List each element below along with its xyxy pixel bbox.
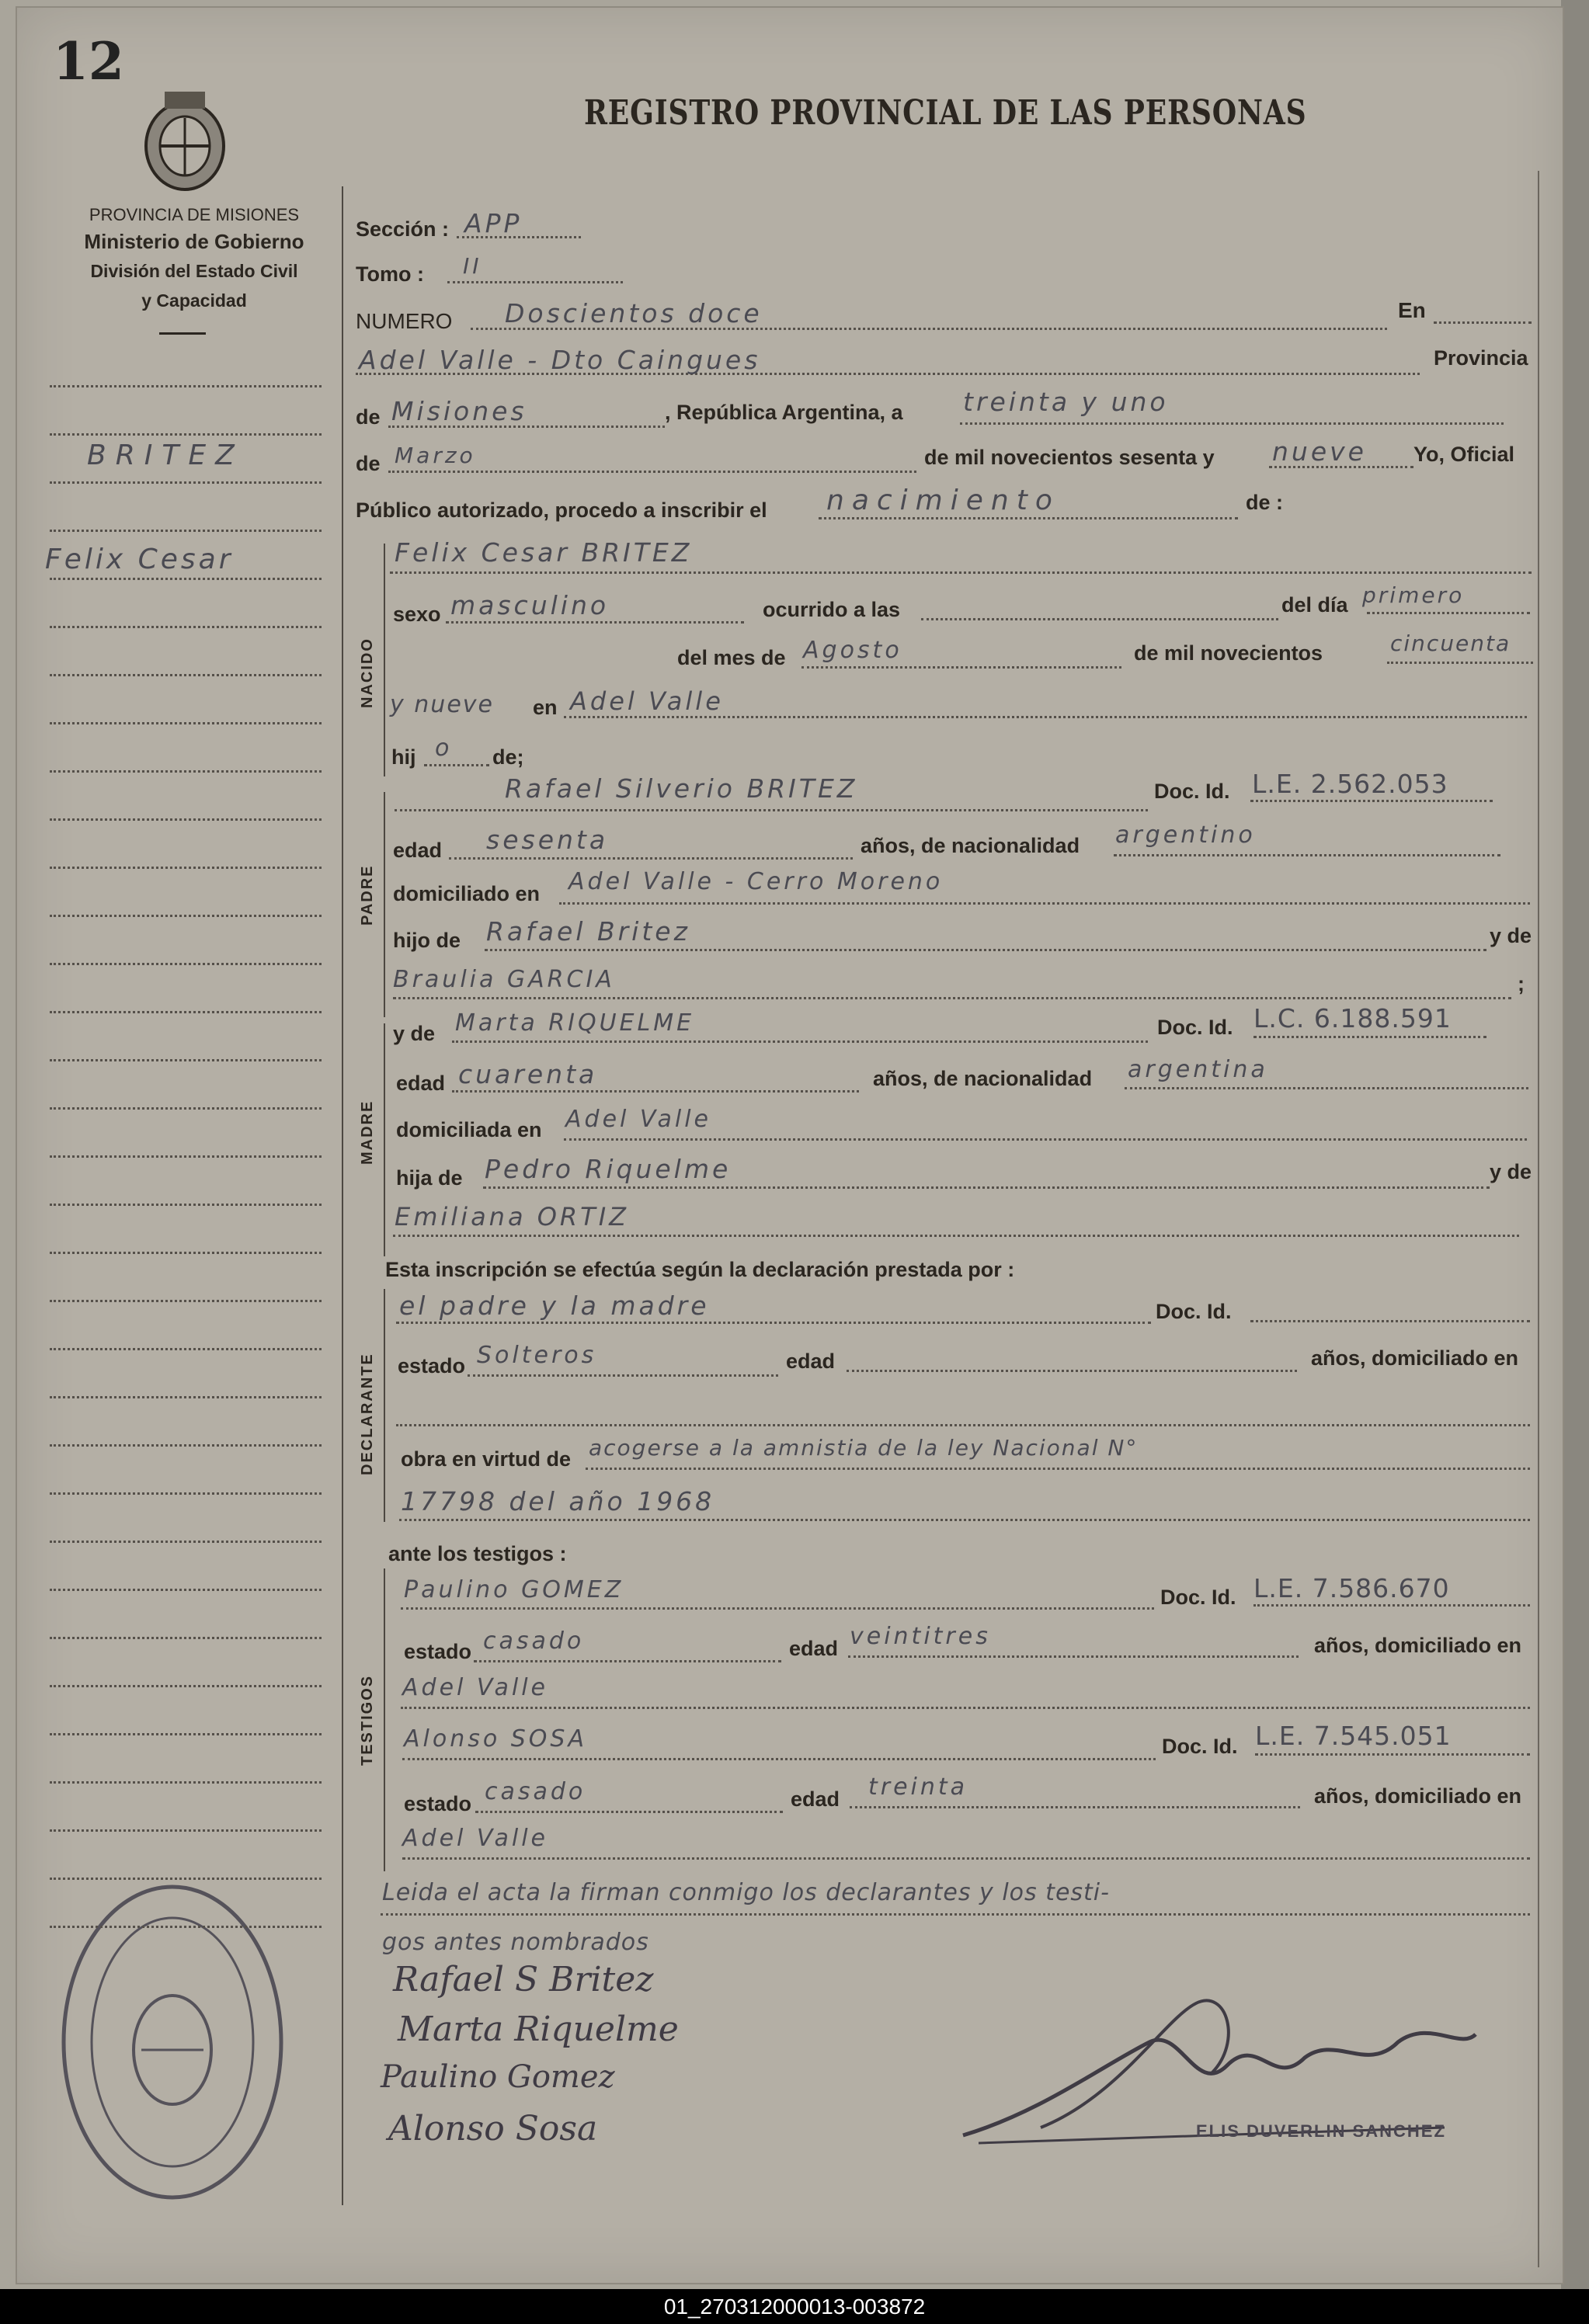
label-madre-y-de-end: y de	[1490, 1160, 1532, 1183]
field-padre-doc: L.E. 2.562.053	[1252, 769, 1448, 799]
label-de-mes: de	[356, 452, 381, 475]
signature-2: Marta Riquelme	[398, 2010, 679, 2049]
field-mes: Marzo	[395, 443, 476, 468]
margin-rule-line	[50, 722, 322, 724]
dots-cierre-1	[381, 1913, 1530, 1916]
field-madre-nombre: Marta RIQUELME	[455, 1009, 695, 1037]
dots-anio-nac	[1387, 662, 1533, 664]
dots-obra-2	[399, 1519, 1530, 1521]
field-obra-1: acogerse a la amnistia de la ley Nacional N°	[589, 1435, 1139, 1461]
field-hij: o	[435, 735, 453, 762]
dots-tomo	[447, 281, 623, 283]
dots-sexo	[446, 621, 744, 624]
field-acto: nacimiento	[826, 485, 1060, 516]
label-testigo1-estado: estado	[404, 1640, 472, 1663]
margin-rule-line	[50, 481, 322, 484]
label-padre-y-de: y de	[1490, 924, 1532, 947]
bracket-declarante	[384, 1289, 385, 1522]
dots-decl-dom	[396, 1424, 1530, 1426]
field-obra-2: 17798 del año 1968	[401, 1486, 715, 1516]
image-id-footer: 01_270312000013-003872	[0, 2289, 1589, 2324]
margin-rule-line	[50, 1685, 322, 1687]
signature-4: Alonso Sosa	[388, 2109, 598, 2149]
field-padre-hijo-de: Rafael Britez	[486, 916, 690, 947]
field-anio-nac-2: y nueve	[390, 691, 494, 718]
label-obra: obra en virtud de	[401, 1447, 572, 1471]
margin-given-names: Felix Cesar	[45, 544, 234, 575]
side-label-madre: MADRE	[359, 1099, 376, 1165]
margin-rule-line	[50, 1541, 322, 1543]
field-testigo2-doc: L.E. 7.545.051	[1255, 1721, 1452, 1751]
field-padre-madre: Braulia GARCIA	[393, 966, 615, 993]
margin-rule-line	[50, 1396, 322, 1398]
margin-rule-line	[50, 963, 322, 965]
label-de-semi: de;	[492, 745, 524, 769]
label-testigo2-estado: estado	[404, 1792, 472, 1815]
margin-rule-line	[50, 770, 322, 773]
margin-rule-line	[50, 530, 322, 532]
label-madre-nac: años, de nacionalidad	[873, 1067, 1093, 1090]
label-tomo: Tomo :	[356, 262, 424, 286]
field-madre-doc: L.C. 6.188.591	[1253, 1003, 1452, 1033]
dots-nacido-nombre	[390, 571, 1532, 574]
margin-rule-line	[50, 1781, 322, 1784]
side-label-testigos: TESTIGOS	[359, 1674, 376, 1766]
label-testigo2-dom: años, domiciliado en	[1314, 1784, 1522, 1808]
label-en-nac: en	[533, 696, 558, 719]
margin-rule-line	[50, 1300, 322, 1302]
coat-of-arms-icon	[137, 85, 233, 194]
field-decl-estado: Solteros	[477, 1342, 597, 1369]
field-padre-edad: sesenta	[486, 825, 609, 855]
field-fecha-dia: treinta y uno	[963, 387, 1169, 417]
field-madre-madre: Emiliana ORTIZ	[395, 1202, 630, 1231]
label-decl-dom: años, domiciliado en	[1311, 1346, 1519, 1370]
margin-rule-line	[50, 626, 322, 628]
dots-hora	[921, 618, 1278, 620]
label-padre-nac: años, de nacionalidad	[861, 834, 1080, 857]
label-decl-estado: estado	[398, 1354, 466, 1377]
dots-padre-nac	[1114, 854, 1500, 856]
margin-rule-line	[50, 1637, 322, 1639]
margin-rule-line	[50, 1589, 322, 1591]
label-testigo1-dom: años, domiciliado en	[1314, 1634, 1522, 1657]
margin-rule-line	[50, 867, 322, 869]
label-numero: NUMERO	[356, 309, 453, 333]
margin-rule-line	[50, 1733, 322, 1735]
field-anio-nac-1: cincuenta	[1390, 631, 1511, 656]
label-mil-nov-nac: de mil novecientos	[1134, 641, 1323, 665]
margin-rule-line	[50, 674, 322, 676]
margin-rule-line	[50, 385, 322, 387]
margin-rule-line	[50, 1348, 322, 1350]
field-testigo2-edad: treinta	[868, 1773, 968, 1801]
label-madre-doc: Doc. Id.	[1157, 1016, 1233, 1039]
field-lugar-nac: Adel Valle	[570, 686, 724, 716]
bracket-madre	[384, 1023, 385, 1256]
margin-rule-line	[50, 1204, 322, 1206]
label-hij: hij	[391, 745, 416, 769]
dots-testigo1-estado	[474, 1660, 781, 1662]
main-right-border	[1538, 171, 1539, 2267]
field-declarante: el padre y la madre	[399, 1291, 710, 1321]
dots-dia	[1367, 612, 1530, 614]
dots-testigo1	[401, 1607, 1154, 1610]
label-testigo1-edad: edad	[789, 1637, 839, 1660]
margin-surname: BRITEZ	[87, 439, 244, 471]
label-republica: , República Argentina, a	[665, 401, 903, 424]
field-testigo2: Alonso SOSA	[404, 1725, 587, 1753]
margin-rule-line	[50, 1444, 322, 1447]
field-madre-nac: argentina	[1128, 1056, 1268, 1083]
field-testigo2-dom: Adel Valle	[402, 1825, 549, 1852]
dots-padre-doc	[1250, 800, 1493, 802]
margin-rule-line	[50, 1011, 322, 1013]
dots-acto	[819, 517, 1238, 519]
margin-rule-line	[50, 578, 322, 580]
bracket-testigos	[384, 1568, 385, 1871]
field-dia: primero	[1362, 582, 1465, 608]
dots-testigo2	[402, 1758, 1156, 1760]
margin-rule-line	[50, 818, 322, 821]
field-padre-nombre: Rafael Silverio BRITEZ	[505, 773, 858, 804]
label-declaracion: Esta inscripción se efectúa según la declaración prestada por :	[385, 1258, 1015, 1281]
field-cierre-1: Leida el acta la firman conmigo los declarantes y los testi-	[382, 1879, 1110, 1906]
dots-madre-edad	[452, 1090, 859, 1093]
margin-rule-line	[50, 1829, 322, 1832]
label-seccion: Sección :	[356, 217, 450, 241]
org-line-1: PROVINCIA DE MISIONES	[89, 205, 300, 224]
label-del-mes: del mes de	[677, 646, 786, 669]
field-testigo1-edad: veintitres	[850, 1623, 991, 1650]
bracket-padre	[384, 792, 385, 1017]
dots-fecha	[960, 422, 1504, 425]
dots-madre-nac	[1125, 1087, 1528, 1089]
label-del-dia: del día	[1281, 593, 1348, 617]
dots-declarante-doc	[1250, 1320, 1530, 1322]
label-mil-nov-sesenta: de mil novecientos sesenta y	[924, 446, 1215, 469]
margin-rule-line	[50, 1155, 322, 1158]
field-seccion: APP	[464, 208, 523, 238]
bracket-nacido	[384, 544, 385, 776]
label-testigo1-doc: Doc. Id.	[1160, 1586, 1236, 1609]
margin-rule-line	[50, 1878, 322, 1880]
dots-testigo1-dom	[401, 1707, 1530, 1709]
dots-en	[1434, 321, 1532, 324]
margin-rule-line	[50, 1926, 322, 1928]
margin-rule-line	[50, 433, 322, 436]
dots-mes-nac	[801, 666, 1121, 669]
label-padre-hijo-de: hijo de	[393, 929, 461, 952]
dots-testigo1-doc	[1253, 1604, 1530, 1607]
label-en: En	[1398, 298, 1426, 322]
dots-testigo1-edad	[848, 1655, 1299, 1658]
page-title: REGISTRO PROVINCIAL DE LAS PERSONAS	[584, 93, 1307, 133]
label-padre-dom: domiciliado en	[393, 882, 541, 905]
field-tomo: II	[463, 253, 482, 279]
side-label-nacido: NACIDO	[359, 637, 376, 708]
official-seal-icon	[56, 1879, 289, 2205]
dots-madre-doc	[1253, 1036, 1486, 1038]
label-declarante-doc: Doc. Id.	[1156, 1300, 1232, 1323]
field-testigo1-estado: casado	[483, 1627, 585, 1655]
dots-madre-madre	[393, 1235, 1519, 1237]
semicolon-padre: ;	[1518, 972, 1525, 995]
dots-padre-hijo-de	[485, 949, 1486, 951]
label-ante: ante los testigos :	[388, 1542, 567, 1565]
label-madre-edad: edad	[396, 1072, 446, 1095]
dots-hij	[424, 764, 489, 766]
margin-rule-line	[50, 1107, 322, 1110]
field-testigo1: Paulino GOMEZ	[404, 1576, 624, 1603]
dots-declarante	[396, 1322, 1151, 1324]
margin-rule-line	[50, 1492, 322, 1495]
org-line-2: Ministerio de Gobierno	[84, 230, 304, 253]
field-numero: Doscientos doce	[505, 298, 763, 328]
signature-1: Rafael S Britez	[393, 1960, 654, 1999]
dots-madre-hija-de	[483, 1186, 1490, 1189]
dots-padre-edad	[449, 857, 853, 860]
dots-lugar-nac	[564, 716, 1527, 718]
field-madre-hija-de: Pedro Riquelme	[485, 1154, 732, 1184]
label-publico: Público autorizado, procedo a inscribir el	[356, 498, 767, 522]
org-line-3: División del Estado Civil	[90, 261, 298, 281]
label-de-acto: de :	[1246, 491, 1284, 514]
field-testigo2-estado: casado	[485, 1778, 586, 1805]
field-nacido-nombre: Felix Cesar BRITEZ	[395, 537, 693, 568]
official-stamp: ELIS DUVERLIN SANCHEZ	[1196, 2121, 1446, 2141]
label-ocurrido: ocurrido a las	[763, 598, 901, 621]
label-madre-hija-de: hija de	[396, 1166, 463, 1190]
field-madre-dom: Adel Valle	[565, 1106, 712, 1133]
dots-padre-nombre	[395, 809, 1148, 811]
field-provincia: Misiones	[391, 396, 527, 426]
label-testigo2-edad: edad	[791, 1787, 840, 1811]
main-left-border	[342, 186, 343, 2205]
label-madre-y-de: y de	[393, 1022, 436, 1045]
label-padre-doc: Doc. Id.	[1154, 780, 1230, 803]
field-mes-nac: Agosto	[803, 637, 902, 664]
field-madre-edad: cuarenta	[458, 1059, 598, 1089]
dots-decl-estado	[468, 1374, 778, 1377]
field-lugar: Adel Valle - Dto Caingues	[359, 345, 761, 375]
field-padre-dom: Adel Valle - Cerro Moreno	[568, 868, 944, 895]
label-testigo2-doc: Doc. Id.	[1162, 1735, 1238, 1758]
dots-obra-1	[586, 1468, 1530, 1470]
org-underline	[159, 332, 206, 335]
signature-3: Paulino Gomez	[381, 2059, 615, 2095]
field-sexo: masculino	[450, 590, 610, 620]
book-edge	[1561, 0, 1589, 2289]
label-yo-oficial: Yo, Oficial	[1413, 443, 1515, 466]
dots-testigo2-estado	[475, 1811, 783, 1813]
label-padre-edad: edad	[393, 839, 443, 862]
side-label-declarante: DECLARANTE	[359, 1353, 376, 1475]
dots-testigo2-doc	[1255, 1753, 1530, 1756]
label-de-provincia: de	[356, 405, 381, 429]
field-anio: nueve	[1272, 436, 1367, 467]
margin-rule-line	[50, 1252, 322, 1254]
dots-padre-madre	[393, 997, 1511, 999]
dots-padre-dom	[559, 902, 1530, 905]
page-number: 12	[53, 31, 124, 92]
dots-decl-edad	[847, 1370, 1297, 1372]
dots-madre-nombre	[452, 1040, 1148, 1043]
label-decl-edad: edad	[786, 1350, 836, 1373]
field-padre-nac: argentino	[1115, 822, 1256, 849]
org-line-4: y Capacidad	[141, 290, 247, 311]
margin-rule-line	[50, 915, 322, 917]
field-testigo1-dom: Adel Valle	[402, 1674, 549, 1701]
margin-rule-line	[50, 1059, 322, 1061]
dots-mes	[388, 471, 916, 473]
label-provincia: Provincia	[1434, 346, 1528, 370]
dots-testigo2-edad	[850, 1806, 1300, 1808]
field-testigo1-doc: L.E. 7.586.670	[1253, 1573, 1450, 1603]
dots-madre-dom	[564, 1138, 1527, 1141]
field-cierre-2: gos antes nombrados	[382, 1929, 649, 1956]
label-sexo: sexo	[393, 603, 441, 626]
side-label-padre: PADRE	[359, 864, 376, 926]
label-madre-dom: domiciliada en	[396, 1118, 542, 1141]
dots-testigo2-dom	[402, 1857, 1530, 1860]
